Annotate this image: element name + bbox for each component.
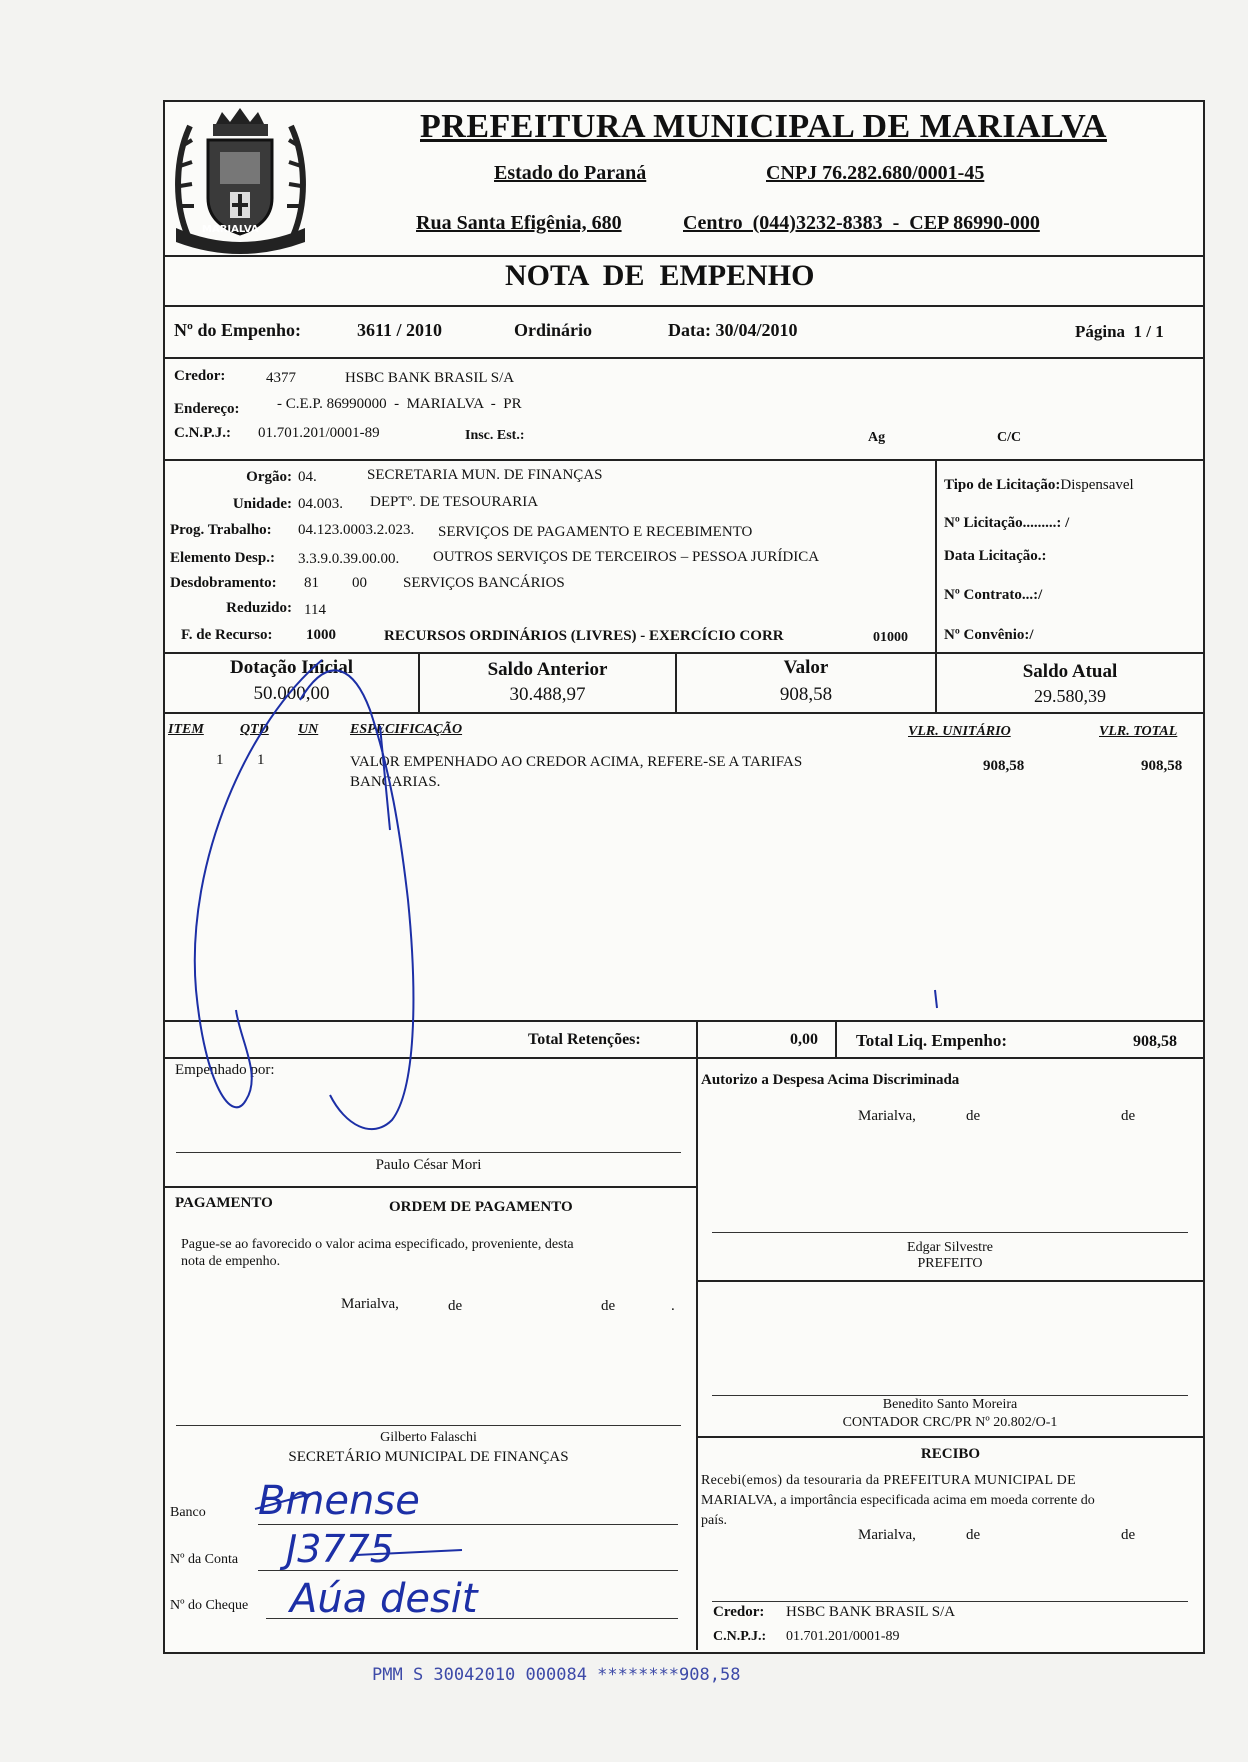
fonte-recurso-code: 1000 [306,627,336,643]
prefeito-role: PREFEITO [917,1256,983,1271]
unidade-label: Unidade: [232,496,292,512]
empenho-type: Ordinário [514,320,593,340]
cheque-handwritten: Aúa desit [290,1576,478,1622]
recibo-title: RECIBO [920,1446,981,1462]
conta-label: Nº da Conta [170,1552,239,1567]
desdobramento-sub: 00 [352,575,367,591]
tipo-licitacao-label: Tipo de Licitação: [944,477,1061,493]
credor-cnpj-label: C.N.P.J.: [174,425,231,441]
cheque-label: Nº do Cheque [170,1598,249,1613]
state-label: Estado do Paraná [494,162,647,184]
item-unit-price: 908,58 [983,758,1025,774]
unidade-name: DEPTº. DE TESOURARIA [370,494,539,510]
reduzido-label: Reduzido: [226,600,292,616]
credor-label: Credor: [174,368,226,384]
total-retencoes-label: Total Retenções: [528,1031,641,1048]
item-spec-line1: VALOR EMPENHADO AO CREDOR ACIMA, REFERE-SE A TARIFAS [350,754,803,770]
conta-handwritten: J3775 [286,1527,394,1571]
page-number: Página 1 / 1 [1075,322,1164,341]
contrato-number: Nº Contrato...:/ [944,587,1043,603]
desdobramento-label: Desdobramento: [170,575,277,591]
empenhado-signer: Paulo César Mori [375,1157,482,1173]
dotacao-inicial-label: Dotação Inicial [230,657,353,678]
ag-label: Ag [868,430,886,445]
prog-trabalho-label: Prog. Trabalho: [170,522,272,538]
cc-label: C/C [997,430,1022,445]
items-header-unit-price: VLR. UNITÁRIO [908,724,1011,739]
valor-value: 908,58 [779,684,833,705]
fonte-recurso-number: 01000 [873,630,908,645]
credor-name: HSBC BANK BRASIL S/A [345,370,515,386]
tipo-licitacao-value: Dispensavel [1060,477,1134,493]
pagamento-text-line1: Pague-se ao favorecido o valor acima especificado, proveniente, desta [181,1237,574,1252]
recibo-de1: de [966,1527,981,1543]
total-liq-empenho-value: 908,58 [1133,1033,1177,1050]
credor-code: 4377 [266,370,296,386]
prog-trabalho-name: SERVIÇOS DE PAGAMENTO E RECEBIMENTO [438,524,753,540]
municipality-title: PREFEITURA MUNICIPAL DE MARIALVA [420,108,1107,145]
insc-est-label: Insc. Est.: [465,428,525,443]
autorizo-title: Autorizo a Despesa Acima Discriminada [701,1072,960,1088]
secretario-name: Gilberto Falaschi [380,1430,477,1445]
items-header-un: UN [298,722,319,737]
valor-label: Valor [783,657,829,678]
autorizo-de2: de [1121,1108,1136,1124]
total-retencoes-value: 0,00 [790,1031,818,1048]
desdobramento-name: SERVIÇOS BANCÁRIOS [403,575,565,591]
autorizo-de1: de [966,1108,981,1124]
prefeito-name: Edgar Silvestre [907,1240,993,1255]
municipality-cnpj: CNPJ 76.282.680/0001-45 [766,162,985,184]
reduzido-code: 114 [304,602,326,618]
recibo-credor-label: Credor: [713,1604,765,1620]
empenho-date: Data: 30/04/2010 [668,320,798,340]
saldo-atual-label: Saldo Atual [1022,661,1118,682]
fonte-recurso-name: RECURSOS ORDINÁRIOS (LIVRES) - EXERCÍCIO CORR [384,628,784,644]
elemento-desp-name: OUTROS SERVIÇOS DE TERCEIROS – PESSOA JURÍDICA [433,549,820,565]
saldo-anterior-label: Saldo Anterior [487,659,608,680]
pagamento-title: PAGAMENTO [175,1195,273,1211]
recibo-cnpj-value: 01.701.201/0001-89 [786,1629,900,1644]
saldo-anterior-value: 30.488,97 [509,684,586,705]
document-title: NOTA DE EMPENHO [505,259,815,292]
pagamento-text-line2: nota de empenho. [181,1254,281,1269]
fonte-recurso-label: F. de Recurso: [181,627,273,643]
endereco-label: Endereço: [174,401,240,417]
secretario-role: SECRETÁRIO MUNICIPAL DE FINANÇAS [288,1449,569,1465]
municipality-contact: Centro (044)3232-8383 - CEP 86990-000 [683,212,1040,234]
item-spec-line2: BANCARIAS. [350,774,441,790]
dotacao-inicial-value: 50.000,00 [253,683,330,704]
contador-role: CONTADOR CRC/PR Nº 20.802/O-1 [842,1415,1058,1430]
total-liq-empenho-label: Total Liq. Empenho: [856,1031,1007,1050]
autorizo-place: Marialva, [858,1108,916,1124]
items-header-item: ITEM [168,722,204,737]
recibo-text-line3: país. [701,1513,728,1528]
recibo-text-line1: Recebi(emos) da tesouraria da PREFEITURA MUNICIPAL DE [701,1473,1076,1488]
item-number: 1 [216,752,224,768]
recibo-credor-value: HSBC BANK BRASIL S/A [786,1604,956,1620]
elemento-desp-label: Elemento Desp.: [170,550,275,566]
items-header-spec: ESPECIFICAÇÃO [350,722,463,737]
empenho-number: 3611 / 2010 [357,320,443,340]
items-header-qtd: QTD [240,722,269,737]
empenho-number-label: Nº do Empenho: [174,320,301,340]
orgao-label: Orgão: [246,469,292,485]
prog-trabalho-code: 04.123.0003.2.023. [298,522,415,538]
ordem-pagamento-title: ORDEM DE PAGAMENTO [389,1199,573,1215]
saldo-atual-value: 29.580,39 [1034,686,1106,706]
crest-banner-text: MARIALVA [202,224,259,235]
recibo-cnpj-label: C.N.P.J.: [713,1629,767,1644]
orgao-code: 04. [298,469,317,485]
empenhado-por-label: Empenhado por: [175,1062,275,1078]
recibo-place: Marialva, [858,1527,916,1543]
item-qty: 1 [257,752,265,768]
convenio-number: Nº Convênio:/ [944,627,1034,643]
licitacao-date: Data Licitação.: [944,548,1047,564]
endereco-value: - C.E.P. 86990000 - MARIALVA - PR [277,396,522,412]
municipality-address: Rua Santa Efigênia, 680 [416,212,622,234]
item-total-price: 908,58 [1141,758,1183,774]
pagamento-dot: . [671,1298,675,1314]
pagamento-de2: de [601,1298,616,1314]
desdobramento-code: 81 [304,575,319,591]
banco-handwritten: Bmense [258,1478,420,1524]
licitacao-number: Nº Licitação.........: / [944,515,1070,531]
unidade-code: 04.003. [298,496,343,512]
orgao-name: SECRETARIA MUN. DE FINANÇAS [367,467,603,483]
items-header-total: VLR. TOTAL [1099,724,1178,739]
elemento-desp-code: 3.3.9.0.39.00.00. [298,551,400,567]
banco-label: Banco [170,1505,206,1520]
cashier-stamp: PMM S 30042010 000084 ********908,58 [372,1665,741,1685]
credor-cnpj-value: 01.701.201/0001-89 [258,425,380,441]
contador-name: Benedito Santo Moreira [882,1397,1018,1412]
pagamento-de1: de [448,1298,463,1314]
pagamento-place: Marialva, [341,1296,399,1312]
recibo-text-line2: MARIALVA, a importância especificada acima em moeda corrente do [701,1493,1095,1508]
recibo-de2: de [1121,1527,1136,1543]
